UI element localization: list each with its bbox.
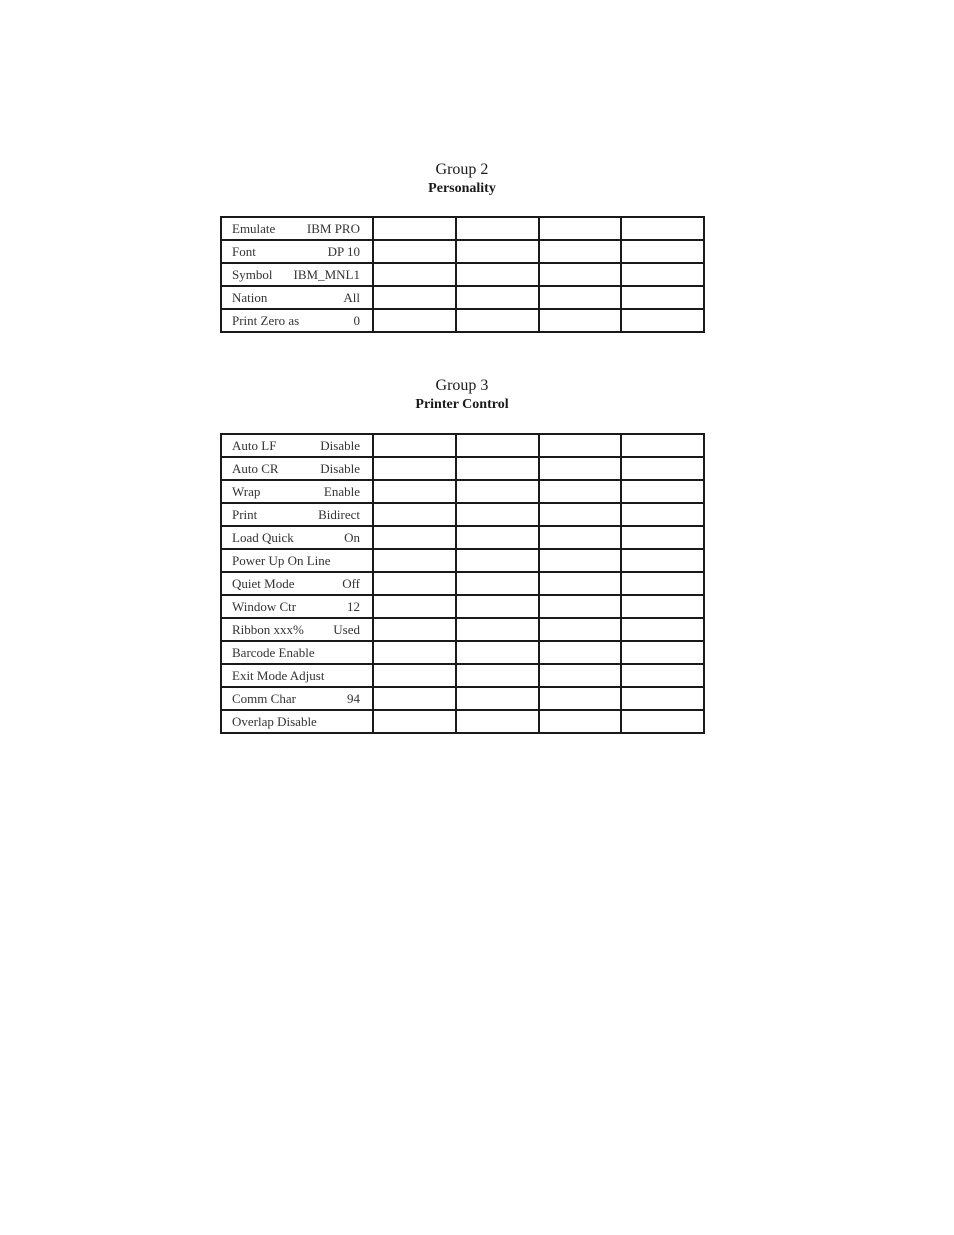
setting-name: Font: [232, 243, 256, 259]
personality-table: [220, 216, 705, 333]
blank-entry-cell: [456, 710, 539, 733]
group-3-title: Group 3: [435, 377, 489, 394]
setting-value: 12: [347, 598, 360, 614]
blank-entry-cell: [373, 434, 456, 457]
blank-entry-cell: [373, 217, 456, 240]
setting-label-cell: [221, 263, 373, 286]
blank-entry-cell: [373, 595, 456, 618]
table-row: [221, 503, 704, 526]
setting-value: IBM PRO: [306, 220, 360, 236]
setting-label-cell: [221, 687, 373, 710]
blank-entry-cell: [539, 503, 622, 526]
blank-entry-cell: [621, 549, 704, 572]
blank-entry-cell: [456, 286, 539, 309]
setting-label-cell: [221, 457, 373, 480]
blank-entry-cell: [539, 434, 622, 457]
blank-entry-cell: [373, 526, 456, 549]
setting-label-cell: [221, 480, 373, 503]
table-row: [221, 240, 704, 263]
setting-name: Nation: [232, 289, 268, 305]
blank-entry-cell: [373, 572, 456, 595]
setting-name: Auto LF: [232, 437, 277, 453]
setting-value: Enable: [323, 483, 360, 499]
setting-value: All: [343, 289, 360, 305]
blank-entry-cell: [456, 664, 539, 687]
setting-value: 0: [353, 312, 360, 328]
setting-label-cell: [221, 572, 373, 595]
setting-name: Print Zero as: [232, 312, 300, 328]
blank-entry-cell: [456, 641, 539, 664]
setting-name: Ribbon xxx%: [232, 621, 304, 637]
table-row: [221, 549, 704, 572]
blank-entry-cell: [621, 480, 704, 503]
table-row: [221, 641, 704, 664]
blank-entry-cell: [539, 240, 622, 263]
setting-label-cell: [221, 595, 373, 618]
blank-entry-cell: [539, 618, 622, 641]
blank-entry-cell: [621, 664, 704, 687]
setting-value: On: [344, 529, 360, 545]
blank-entry-cell: [621, 434, 704, 457]
blank-entry-cell: [373, 618, 456, 641]
blank-entry-cell: [456, 549, 539, 572]
setting-name: Overlap Disable: [232, 713, 317, 729]
setting-name: Auto CR: [232, 460, 279, 476]
blank-entry-cell: [373, 710, 456, 733]
setting-name: Emulate: [232, 220, 276, 236]
blank-entry-cell: [621, 503, 704, 526]
blank-entry-cell: [621, 240, 704, 263]
printer-control-table: [220, 433, 705, 734]
table-row: [221, 664, 704, 687]
blank-entry-cell: [456, 618, 539, 641]
blank-entry-cell: [373, 664, 456, 687]
table-row: [221, 480, 704, 503]
blank-entry-cell: [456, 309, 539, 332]
setting-label-cell: [221, 641, 373, 664]
setting-name: Exit Mode Adjust: [232, 667, 325, 683]
blank-entry-cell: [539, 526, 622, 549]
blank-entry-cell: [456, 526, 539, 549]
blank-entry-cell: [373, 503, 456, 526]
blank-entry-cell: [539, 217, 622, 240]
setting-name: Quiet Mode: [232, 575, 295, 591]
setting-name: Load Quick: [232, 529, 294, 545]
blank-entry-cell: [373, 457, 456, 480]
setting-name: Power Up On Line: [232, 552, 331, 568]
blank-entry-cell: [456, 457, 539, 480]
blank-entry-cell: [621, 595, 704, 618]
blank-entry-cell: [373, 641, 456, 664]
table-row: [221, 286, 704, 309]
setting-label-cell: [221, 549, 373, 572]
setting-value: Off: [342, 575, 360, 591]
setting-value: 94: [347, 690, 360, 706]
setting-value: Disable: [320, 437, 360, 453]
blank-entry-cell: [456, 240, 539, 263]
blank-entry-cell: [373, 240, 456, 263]
blank-entry-cell: [456, 434, 539, 457]
blank-entry-cell: [621, 618, 704, 641]
setting-label-cell: [221, 240, 373, 263]
table-row: [221, 572, 704, 595]
blank-entry-cell: [539, 710, 622, 733]
blank-entry-cell: [539, 263, 622, 286]
blank-entry-cell: [539, 457, 622, 480]
blank-entry-cell: [456, 687, 539, 710]
blank-entry-cell: [373, 549, 456, 572]
setting-label-cell: [221, 710, 373, 733]
blank-entry-cell: [456, 503, 539, 526]
setting-label-cell: [221, 434, 373, 457]
table-row: [221, 457, 704, 480]
blank-entry-cell: [539, 309, 622, 332]
table-row: [221, 263, 704, 286]
blank-entry-cell: [373, 309, 456, 332]
blank-entry-cell: [621, 687, 704, 710]
setting-label-cell: [221, 618, 373, 641]
blank-entry-cell: [621, 217, 704, 240]
group-2-subtitle: Personality: [428, 181, 496, 196]
blank-entry-cell: [539, 687, 622, 710]
table-row: [221, 710, 704, 733]
blank-entry-cell: [621, 263, 704, 286]
blank-entry-cell: [539, 480, 622, 503]
table-row: [221, 217, 704, 240]
setting-value: Bidirect: [318, 506, 360, 522]
table-row: [221, 309, 704, 332]
setting-value: DP 10: [327, 243, 360, 259]
setting-name: Barcode Enable: [232, 644, 315, 660]
blank-entry-cell: [456, 595, 539, 618]
blank-entry-cell: [621, 710, 704, 733]
blank-entry-cell: [539, 664, 622, 687]
blank-entry-cell: [621, 641, 704, 664]
blank-entry-cell: [373, 480, 456, 503]
group-2-title: Group 2: [435, 161, 489, 178]
blank-entry-cell: [539, 572, 622, 595]
blank-entry-cell: [456, 480, 539, 503]
blank-entry-cell: [621, 457, 704, 480]
blank-entry-cell: [373, 286, 456, 309]
blank-entry-cell: [456, 263, 539, 286]
group-3-subtitle: Printer Control: [415, 397, 509, 412]
setting-name: Wrap: [232, 483, 261, 499]
blank-entry-cell: [621, 526, 704, 549]
setting-label-cell: [221, 526, 373, 549]
table-row: [221, 618, 704, 641]
blank-entry-cell: [621, 309, 704, 332]
setting-label-cell: [221, 309, 373, 332]
blank-entry-cell: [373, 687, 456, 710]
setting-label-cell: [221, 286, 373, 309]
blank-entry-cell: [539, 286, 622, 309]
blank-entry-cell: [621, 286, 704, 309]
setting-name: Print: [232, 506, 258, 522]
table-row: [221, 595, 704, 618]
blank-entry-cell: [456, 217, 539, 240]
setting-name: Symbol: [232, 266, 273, 282]
setting-label-cell: [221, 217, 373, 240]
blank-entry-cell: [373, 263, 456, 286]
table-row: [221, 526, 704, 549]
setting-name: Comm Char: [232, 690, 296, 706]
setting-label-cell: [221, 503, 373, 526]
setting-name: Window Ctr: [232, 598, 297, 614]
blank-entry-cell: [539, 641, 622, 664]
setting-value: Disable: [320, 460, 360, 476]
blank-entry-cell: [539, 595, 622, 618]
table-row: [221, 687, 704, 710]
setting-label-cell: [221, 664, 373, 687]
blank-entry-cell: [539, 549, 622, 572]
blank-entry-cell: [456, 572, 539, 595]
blank-entry-cell: [621, 572, 704, 595]
table-row: [221, 434, 704, 457]
setting-value: IBM_MNL1: [293, 266, 360, 282]
setting-value: Used: [333, 621, 360, 637]
